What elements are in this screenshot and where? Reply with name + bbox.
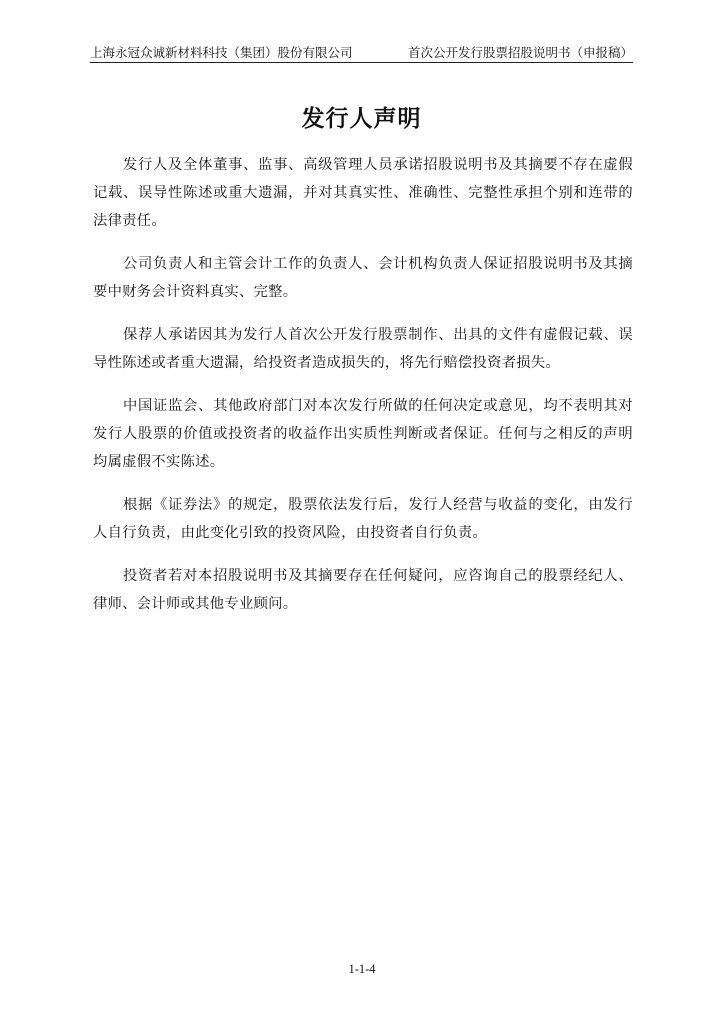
paragraph-3: 保荐人承诺因其为发行人首次公开发行股票制作、出具的文件有虚假记载、误导性陈述或者重大遗漏，给投资者造成损失的，将先行赔偿投资者损失。 bbox=[93, 327, 633, 371]
statement-body bbox=[93, 151, 633, 633]
page-title: 发行人声明 bbox=[301, 106, 422, 132]
page-number: 1-1-4 bbox=[348, 962, 376, 976]
header-document-name: 首次公开发行股票招股说明书（申报稿） bbox=[407, 45, 633, 60]
header-company-name: 上海永冠众诚新材料科技（集团）股份有限公司 bbox=[90, 45, 353, 60]
paragraph-6: 投资者若对本招股说明书及其摘要存在任何疑问，应咨询自己的股票经纪人、律师、会计师或其他专业顾问。 bbox=[93, 568, 633, 612]
page-header bbox=[90, 40, 633, 63]
paragraph-5: 根据《证券法》的规定，股票依法发行后，发行人经营与收益的变化，由发行人自行负责，由此变化引致的投资风险，由投资者自行负责。 bbox=[93, 497, 633, 541]
paragraph-4: 中国证监会、其他政府部门对本次发行所做的任何决定或意见，均不表明其对发行人股票的价值或投资者的收益作出实质性判断或者保证。任何与之相反的声明均属虚假不实陈述。 bbox=[93, 398, 633, 470]
paragraph-1: 发行人及全体董事、监事、高级管理人员承诺招股说明书及其摘要不存在虚假记载、误导性陈述或重大遗漏，并对其真实性、准确性、完整性承担个别和连带的法律责任。 bbox=[93, 157, 633, 229]
paragraph-2: 公司负责人和主管会计工作的负责人、会计机构负责人保证招股说明书及其摘要中财务会计资料真实、完整。 bbox=[93, 256, 633, 300]
